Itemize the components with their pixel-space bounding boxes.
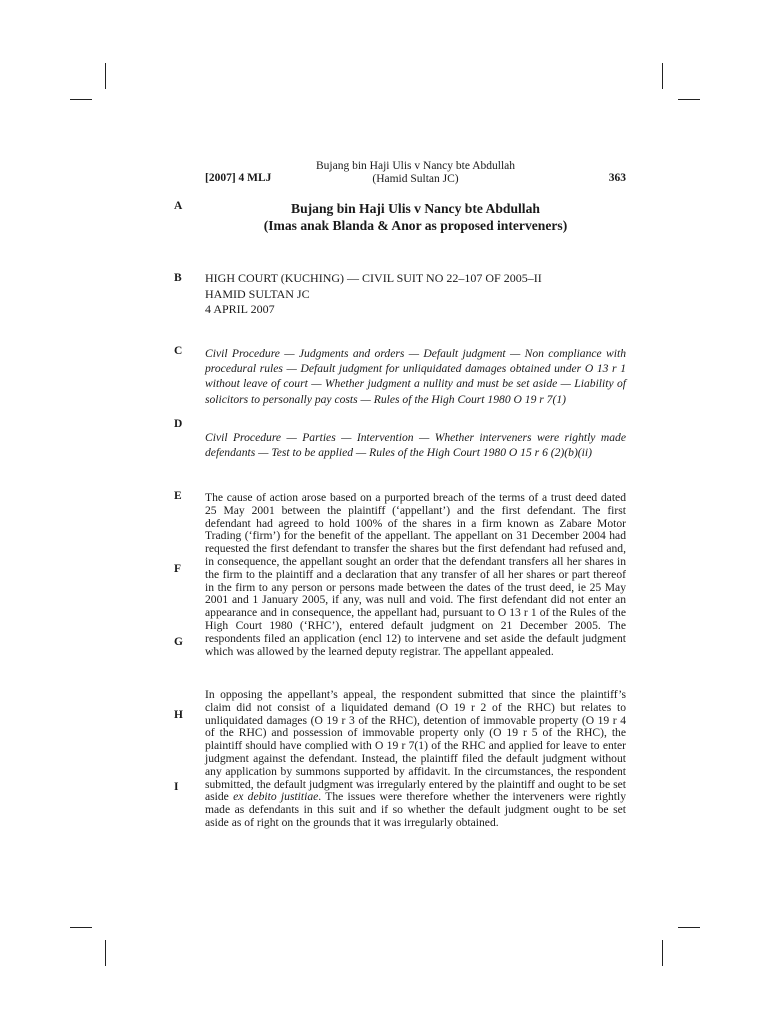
margin-letter-h: H [174, 709, 183, 721]
margin-letter-b: B [174, 272, 182, 284]
crop-mark [105, 63, 106, 89]
margin-letter-e: E [174, 490, 182, 502]
court-info [205, 271, 626, 318]
margin-letter-a: A [174, 200, 183, 212]
catchwords-1: Civil Procedure — Judgments and orders — Default judgment — Non compliance with procedural rules — Default judgment for unliquidated damages obtained under O 13 r 1 without leave of court — Whether judgment a nullity and must be set aside — Liability of solicitors to personally pay costs — Rules of the High Court 1980 O 19 r 7(1) [205, 347, 626, 406]
decision-date: 4 APRIL 2007 [205, 302, 275, 316]
catchwords-2: Civil Procedure — Parties — Intervention — Whether interveners were rightly made defendants — Test to be applied — Rules of the High Court 1980 O 15 r 6 (2)(b)(ii) [205, 431, 626, 460]
citation: [2007] 4 MLJ [205, 172, 272, 184]
headnote-paragraph-2: In opposing the appellant’s appeal, the respondent submitted that since the plaintiff’s claim did not consist of a liquidated demand (O 19 r 2 of the RHC) but relates to unliquidated damages (O 19 r 3 of the RHC), detention of immovable property (O 19 r 4 of the RHC) and possession of immovable property only (O 19 r 5 of the RHC), the plaintiff should have complied with O 19 r 7(1) of the RHC and applied for leave to enter judgment against the defendant. Instead, the plaintiff filed the default judgment without any application by summons supported by affidavit. In the circumstances, the respondent submitted, the default judgment was irregularly entered by the plaintiff and ought to be set aside ex debito justitiae. The issues were therefore whether the interveners were rightly made as defendants in this suit and if so whether the default judgment ought to be set aside as of right on the grounds that it was irregularly obtained. [205, 688, 626, 829]
judge-name: HAMID SULTAN JC [205, 286, 310, 301]
court-name: HIGH COURT (KUCHING) — CIVIL SUIT NO 22–107 OF 2005–II [205, 271, 542, 285]
running-header [205, 160, 626, 188]
case-title: Bujang bin Haji Ulis v Nancy bte Abdullah (Imas anak Blanda & Anor as proposed interveners) [263, 201, 568, 233]
crop-mark [70, 927, 92, 928]
crop-mark [70, 99, 92, 100]
headnote-paragraph-1: The cause of action arose based on a purported breach of the terms of a trust deed dated 25 May 2001 between the plaintiff (‘appellant’) and the first defendant. The first defendant had agreed to hold 100% of the shares in a firm known as Zabare Motor Trading (‘firm’) for the benefit of the appellant. The appellant on 31 December 2004 had requested the first defendant to transfer the shares but the first defendant had refused and, in consequence, the appellant sought an order that the defendant transfers all her shares in the firm to the plaintiff and a declaration that any transfer of all her shares or part thereof in the firm to any person or persons made between the dates of the trust deed, ie 25 May 2001 and 1 January 2005, if any, was null and void. The first defendant did not enter an appearance and in consequence, the appellant had, pursuant to O 13 r 1 of the Rules of the High Court 1980 (‘RHC’), entered default judgment on 21 December 2005. The respondents filed an application (encl 12) to intervene and set aside the default judgment which was allowed by the learned deputy registrar. The appellant appealed. [205, 491, 626, 658]
page-number: 363 [608, 172, 626, 184]
crop-mark [105, 940, 106, 966]
crop-mark [678, 99, 700, 100]
margin-letter-i: I [174, 781, 179, 793]
crop-mark [678, 927, 700, 928]
crop-mark [662, 63, 663, 89]
latin-phrase: ex debito justitiae [233, 790, 319, 804]
margin-letter-g: G [174, 636, 183, 648]
margin-letter-d: D [174, 418, 183, 430]
margin-letter-f: F [174, 563, 182, 575]
margin-letter-c: C [174, 345, 183, 357]
crop-mark [662, 940, 663, 966]
running-title: Bujang bin Haji Ulis v Nancy bte Abdullah (Hamid Sultan JC) [316, 160, 515, 185]
